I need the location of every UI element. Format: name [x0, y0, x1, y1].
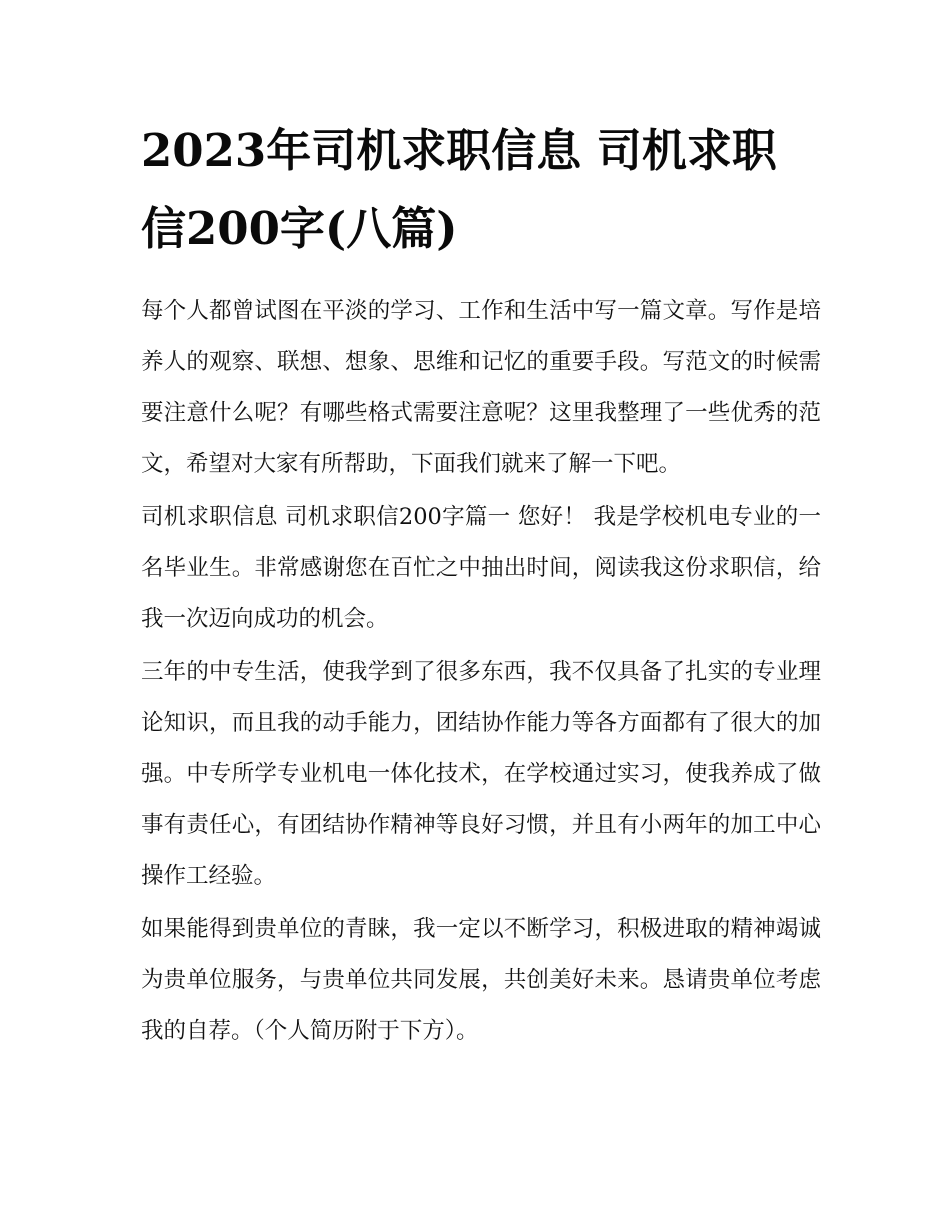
paragraph-experience: 三年的中专生活，使我学到了很多东西，我不仅具备了扎实的专业理论知识，而且我的动手能力，团结协作能力等各方面都有了很大的加强。中专所学专业机电一体化技术，在学校通过实习，使我养成了做事有责任心，有团结协作精神等良好习惯，并且有小两年的加工中心操作工经验。	[141, 659, 821, 889]
paragraph-intro: 每个人都曾试图在平淡的学习、工作和生活中写一篇文章。写作是培养人的观察、联想、想象、思维和记忆的重要手段。写范文的时候需要注意什么呢？有哪些格式需要注意呢？这里我整理了一些优秀的范文，希望对大家有所帮助，下面我们就来了解一下吧。	[141, 298, 821, 477]
document-title: 2023年司机求职信息 司机求职信200字(八篇)	[141, 124, 777, 255]
paragraph-greeting: 司机求职信息 司机求职信200字篇一 您好！ 我是学校机电专业的一名毕业生。非常感谢您在百忙之中抽出时间，阅读我这份求职信，给我一次迈向成功的机会。	[141, 504, 821, 632]
document-body	[141, 112, 821, 1059]
paragraph-closing: 如果能得到贵单位的青睐，我一定以不断学习，积极进取的精神竭诚为贵单位服务，与贵单位共同发展，共创美好未来。恳请贵单位考虑我的自荐。（个人简历附于下方）。	[141, 916, 821, 1044]
